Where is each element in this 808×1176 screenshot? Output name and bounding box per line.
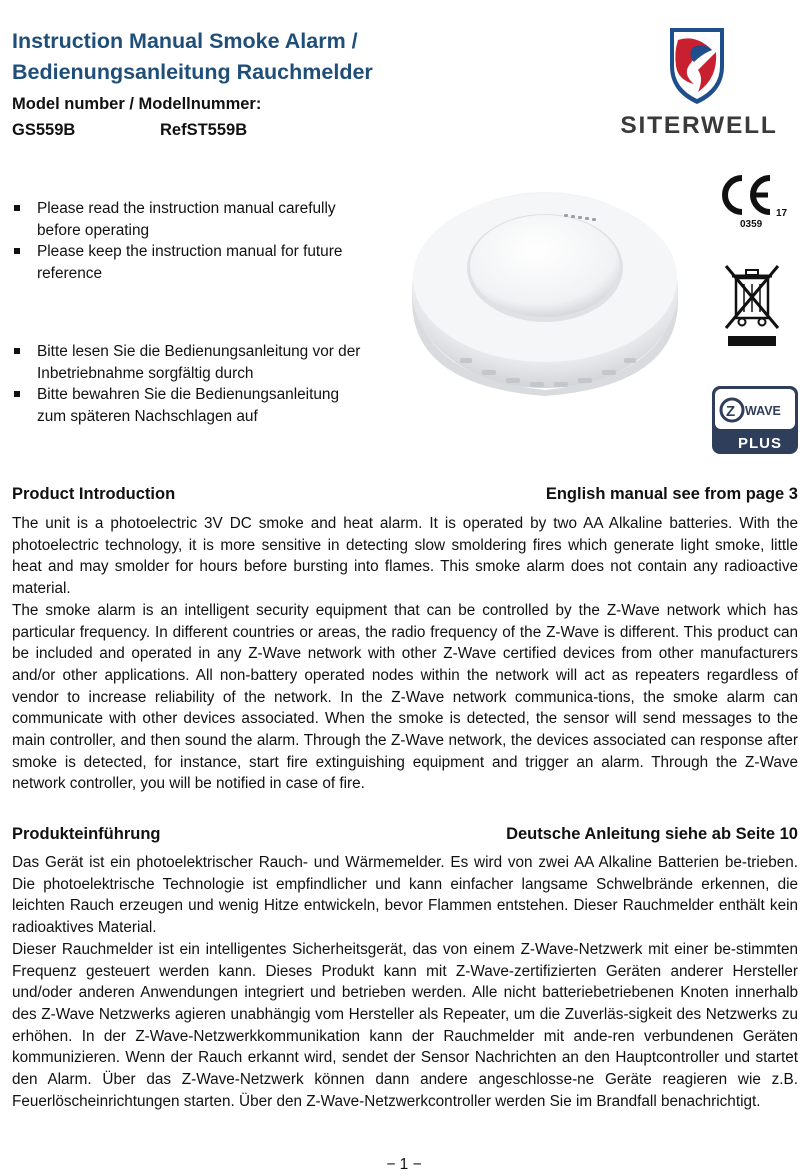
section-body-de xyxy=(12,852,798,1112)
zwave-plus-text: PLUS xyxy=(738,435,783,452)
model-number: GS559B xyxy=(12,121,76,139)
page-reference-de: Deutsche Anleitung siehe ab Seite 10 xyxy=(506,825,798,843)
list-item: Bitte bewahren Sie die Bedienungsanleitung zum späteren Nachschlagen auf xyxy=(12,384,372,427)
list-item: Please keep the instruction manual for future reference xyxy=(12,241,372,284)
bullet-list-de xyxy=(12,341,372,427)
title-line-1: Instruction Manual Smoke Alarm / xyxy=(12,29,358,53)
ce-notified-body-number: 0359 xyxy=(740,219,763,230)
page-reference-en: English manual see from page 3 xyxy=(545,485,798,503)
section-header-de xyxy=(12,825,798,844)
ce-year: 17 xyxy=(776,208,788,219)
document-title xyxy=(12,26,412,88)
ce-mark-icon xyxy=(716,172,798,230)
page-number: − 1 − xyxy=(386,1156,422,1173)
section-header-en xyxy=(12,485,798,504)
zwave-word: WAVE xyxy=(745,404,781,418)
paragraph: Das Gerät ist ein photoelektrischer Rauch- und Wärmemelder. Es wird von zwei AA Alkaline Batterien be-trieben. Die photoelektrische Technologie ist empfindlicher und kann einfacher langsame Schwelbrände erkennen, die leichten Rauch erzeugen und wenig Hitze entwickeln, bevor Flammen entstehen. Dieser Rauchmelder enthält kein radioaktives Material. xyxy=(12,854,798,937)
list-item: Bitte lesen Sie die Bedienungsanleitung vor der Inbetriebnahme sorgfältig durch xyxy=(12,341,372,384)
title-line-2: Bedienungsanleitung Rauchmelder xyxy=(12,60,373,84)
model-number-label: Model number / Modellnummer: xyxy=(12,95,262,113)
model-reference: RefST559B xyxy=(160,121,248,139)
brand-name: SITERWELL xyxy=(620,112,778,139)
section-heading-de: Produkteinführung xyxy=(12,825,161,843)
section-body-en xyxy=(12,513,798,795)
weee-bin-icon xyxy=(722,258,782,348)
svg-text:Z: Z xyxy=(726,403,736,420)
zwave-plus-logo-icon xyxy=(712,386,798,454)
bullet-list-en xyxy=(12,198,372,284)
paragraph: The unit is a photoelectric 3V DC smoke and heat alarm. It is operated by two AA Alkaline batteries. With the photoelectric technology, it is more sensitive in detecting slow smoldering fires which generate light smoke, little heat and may smolder for hours before bursting into flames. This smoke alarm does not contain any radioactive material. xyxy=(12,515,798,598)
smoke-alarm-device-image xyxy=(404,190,686,402)
list-item: Please read the instruction manual carefully before operating xyxy=(12,198,372,241)
paragraph: Dieser Rauchmelder ist ein intelligentes Sicherheitsgerät, das von einem Z-Wave-Netzwerk mit einer be-stimmten Frequenz gesteuert werden kann. Dieses Produkt kann mit Z-Wave-zertifizierten Geräten anderer Hersteller und/oder anderen Anwendungen integriert und betrieben werden. Alle nicht batteriebetriebenen Knoten innerhalb des Z-Wave Netzwerks agieren unabhängig vom Hersteller als Repeater, um die Zuverläs-sigkeit des Netzwerks zu erhöhen. In der Z-Wave-Netzwerkkommunikation kann der Rauchmelder mit ande-ren verbundenen Geräten kommunizieren. Wenn der Rauch erkannt wird, sendet der Sensor Nachrichten an den Hauptcontroller und startet den Alarm. Über das Z-Wave-Netzwerk können dann andere angeschlosse-ne Geräte reagieren wie z.B. Feuerlöscheinrichtungen starten. Über den Z-Wave-Netzwerkcontroller werden Sie im Brandfall benachrichtigt. xyxy=(12,940,798,1110)
section-heading-en: Product Introduction xyxy=(12,485,176,503)
paragraph: The smoke alarm is an intelligent security equipment that can be controlled by the Z-Wave network which has particular frequency. In different countries or areas, the radio frequency of the Z-Wave is different. This product can be included and operated in any Z-Wave network with other Z-Wave certified devices from other manufacturers and/or other applications. All non-battery operated nodes within the network will act as repeaters regardless of vendor to increase reliability of the network. In the Z-Wave network communica-tions, the smoke alarm can communicate with other devices associated. When the smoke is detected, the sensor will send messages to the main controller, and then sound the alarm. Through the Z-Wave network, the devices associated can response after smoke is detected, for instance, start fire extinguishing equipment and trigger an alarm. Through the Z-Wave network controller, you will be notified in case of fire. xyxy=(12,601,798,793)
